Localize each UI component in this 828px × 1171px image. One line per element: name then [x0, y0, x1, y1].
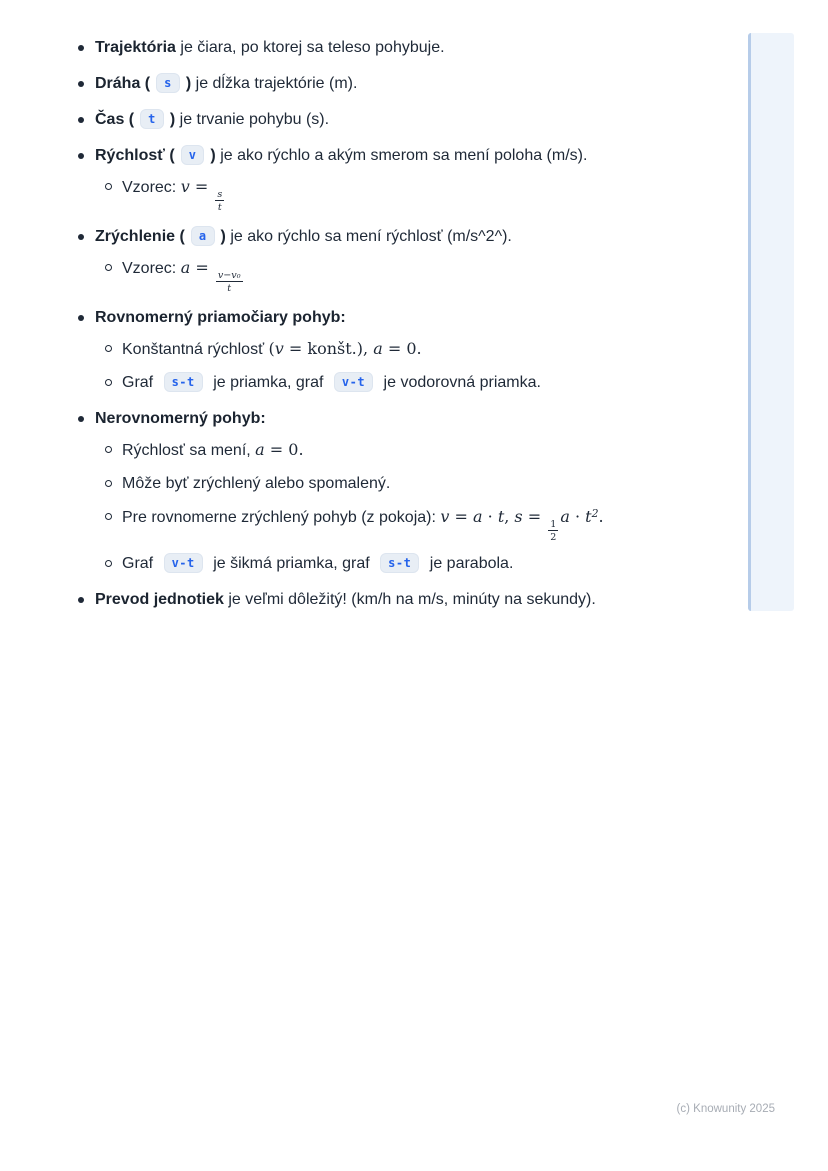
math-variable: t [497, 506, 505, 526]
math-variable: t [585, 506, 592, 526]
code-badge-v-t: v-t [164, 553, 203, 573]
text: je priamka, graf [208, 373, 328, 391]
bold-text: ) [185, 75, 192, 92]
text: je ako rýchlo sa mení rýchlosť (m/s^2^). [225, 227, 512, 245]
bold-text: ) [220, 227, 226, 245]
text: je trvanie pohybu (s). [175, 111, 330, 128]
list-item [95, 108, 740, 132]
math-fraction [215, 189, 224, 213]
notes-content [95, 36, 740, 624]
sub-list [95, 256, 740, 294]
line-text [122, 555, 513, 572]
line-text [122, 475, 390, 492]
sub-list-item [122, 371, 740, 395]
sub-list [95, 438, 740, 576]
sub-list-item [122, 337, 740, 362]
text: Konštantná rýchlosť [122, 340, 269, 358]
line-text [122, 439, 304, 459]
bold-text: Rovnomerný priamočiary pohyb: [95, 308, 346, 326]
text: Graf [122, 554, 158, 572]
line-text [122, 257, 245, 294]
list-item [95, 72, 740, 96]
bold-text: Čas ( [95, 111, 135, 128]
math-text: ( [268, 338, 275, 358]
math-text: = [189, 177, 214, 196]
math-text: = 0. [382, 338, 422, 358]
math-text: = konšt.), [283, 338, 374, 358]
code-badge-t: t [140, 109, 164, 129]
bold-text: Zrýchlenie ( [95, 227, 185, 245]
copyright-footer: (c) Knowunity 2025 [676, 1103, 775, 1115]
math-text: · [569, 506, 586, 526]
list-item [95, 588, 740, 612]
text: je šikmá priamka, graf [208, 554, 375, 572]
fraction-denominator: 2 [550, 531, 557, 543]
math-fraction [216, 270, 243, 294]
list-item [95, 225, 740, 294]
math-text: · [482, 506, 498, 526]
line-text [122, 177, 226, 213]
math-fraction [548, 519, 558, 543]
line-text [122, 506, 604, 543]
math-variable: a [180, 257, 191, 277]
math-text: = [190, 257, 214, 277]
line-text [95, 591, 596, 608]
line-text [95, 75, 357, 92]
right-margin-highlight [748, 33, 794, 611]
sub-list-item [122, 256, 740, 294]
bold-text: Prevod jednotiek [95, 590, 224, 608]
line-text [95, 410, 266, 427]
text: Vzorec: [122, 259, 181, 277]
math-variable: a [373, 338, 383, 358]
code-badge-v: v [181, 145, 205, 165]
sub-list-item [122, 505, 740, 543]
text: je parabola. [425, 554, 514, 572]
text: Pre rovnomerne zrýchlený pohyb (z pokoja): [122, 508, 441, 526]
text: Môže byť zrýchlený alebo spomalený. [122, 474, 391, 492]
sub-list-item [122, 552, 740, 576]
code-badge-s-t: s-t [380, 553, 419, 573]
math-variable: a [255, 439, 265, 459]
fraction-numerator: v−v₀ [217, 269, 241, 281]
math-text: = 0. [264, 439, 304, 459]
math-variable: s [514, 506, 523, 526]
sub-list-item [122, 175, 740, 213]
bold-text: Trajektória [95, 39, 176, 56]
text: je ako rýchlo a akým smerom sa mení poloha (m/s). [215, 147, 588, 164]
code-badge-s-t: s-t [164, 372, 203, 392]
list-item [95, 36, 740, 60]
math-variable: a [560, 506, 570, 526]
line-text [95, 309, 346, 326]
bold-text: Rýchlosť ( [95, 147, 175, 164]
math-variable: v [440, 506, 450, 526]
fraction-denominator: t [227, 282, 232, 294]
text: Vzorec: [122, 179, 181, 196]
fraction-numerator: 1 [550, 518, 557, 530]
text: Rýchlosť sa mení, [122, 441, 256, 459]
list-item [95, 144, 740, 213]
math-text: = [522, 506, 547, 526]
line-text [95, 111, 329, 128]
text: je veľmi dôležitý! (km/h na m/s, minúty na sekundy). [223, 590, 596, 608]
bold-text: Dráha ( [95, 75, 151, 92]
text: je čiara, po ktorej sa teleso pohybuje. [175, 39, 445, 56]
math-superscript: 2 [591, 506, 599, 520]
sub-list-item [122, 472, 740, 496]
notes-list [95, 36, 740, 612]
bold-text: ) [169, 111, 176, 128]
fraction-denominator: t [217, 201, 222, 213]
math-text: . [598, 506, 604, 526]
code-badge-a: a [191, 226, 215, 246]
math-text: = [449, 506, 473, 526]
bold-text: Nerovnomerný pohyb: [95, 409, 266, 427]
bold-text: ) [210, 147, 216, 164]
list-item [95, 306, 740, 395]
math-variable: v [180, 177, 190, 196]
line-text [122, 338, 422, 358]
math-variable: a [473, 506, 483, 526]
text: Graf [122, 373, 158, 391]
sub-list [95, 337, 740, 395]
math-variable: v [274, 338, 284, 358]
list-item [95, 407, 740, 576]
line-text [122, 374, 541, 391]
text: je vodorovná priamka. [379, 373, 541, 391]
sub-list-item [122, 438, 740, 463]
line-text [95, 39, 445, 56]
line-text [95, 147, 587, 164]
text: je dĺžka trajektórie (m). [191, 75, 358, 92]
code-badge-v-t: v-t [334, 372, 373, 392]
fraction-numerator: s [217, 188, 223, 200]
line-text [95, 228, 512, 245]
sub-list [95, 175, 740, 213]
code-badge-s: s [156, 73, 180, 93]
math-text: , [504, 506, 515, 526]
